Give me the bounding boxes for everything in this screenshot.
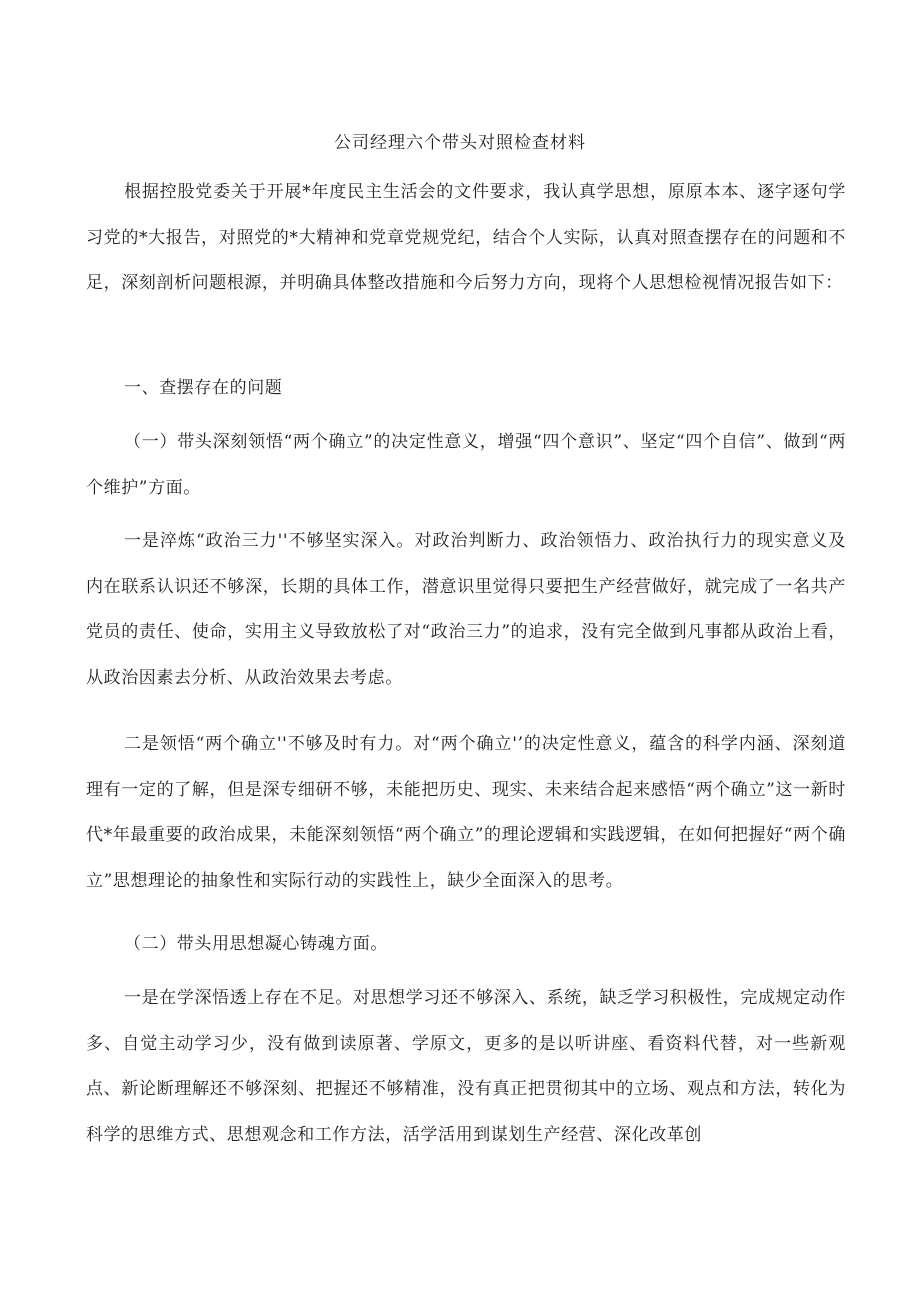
body-paragraph-study: 一是在学深悟透上存在不足。对思想学习还不够深入、系统，缺乏学习积极性，完成规定动作多、自觉主动学习少，没有做到读原著、学原文，更多的是以听讲座、看资料代替，对一些新观点、新论断理解还不够深刻、把握还不够精准，没有真正把贯彻其中的立场、观点和方法，转化为科学的思维方式、思想观念和工作方法，活学活用到谋划生产经营、深化改革创 — [86, 988, 846, 1145]
subsection-heading-1: （一）带头深刻领悟“两个确立”的决定性意义，增强“四个意识”、坚定“四个自信”、做到“两个维护”方面。 — [86, 432, 846, 498]
section-heading-problems: 一、查摆存在的问题 — [124, 378, 283, 398]
document-title: 公司经理六个带头对照检查材料 — [334, 133, 586, 153]
intro-paragraph: 根据控股党委关于开展*年度民主生活会的文件要求，我认真学思想，原原本本、逐字逐句学习党的*大报告，对照党的*大精神和党章党规党纪，结合个人实际，认真对照查摆存在的问题和不足，深刻剖析问题根源，并明确具体整改措施和今后努力方向，现将个人思想检视情况报告如下： — [86, 182, 846, 293]
body-paragraph-political-capacity: 一是淬炼“政治三力''不够坚实深入。对政治判断力、政治领悟力、政治执行力的现实意义及内在联系认识还不够深，长期的具体工作，潜意识里觉得只要把生产经营做好，就完成了一名共产党员的责任、使命，实用主义导致放松了对“政治三力”的追求，没有完全做到凡事都从政治上看，从政治因素去分析、从政治效果去考虑。 — [86, 531, 846, 688]
subsection-heading-2: （二）带头用思想凝心铸魂方面。 — [124, 934, 388, 954]
body-paragraph-two-establishments: 二是领悟“两个确立''不够及时有力。对“两个确立'’的决定性意义，蕴含的科学内涵、深刻道理有一定的了解，但是深专细研不够，未能把历史、现实、未来结合起来感悟“两个确立”这一新时代*年最重要的政治成果，未能深刻领悟“两个确立”的理论逻辑和实践逻辑，在如何把握好“两个确立”思想理论的抽象性和实际行动的实践性上，缺少全面深入的思考。 — [86, 734, 846, 891]
